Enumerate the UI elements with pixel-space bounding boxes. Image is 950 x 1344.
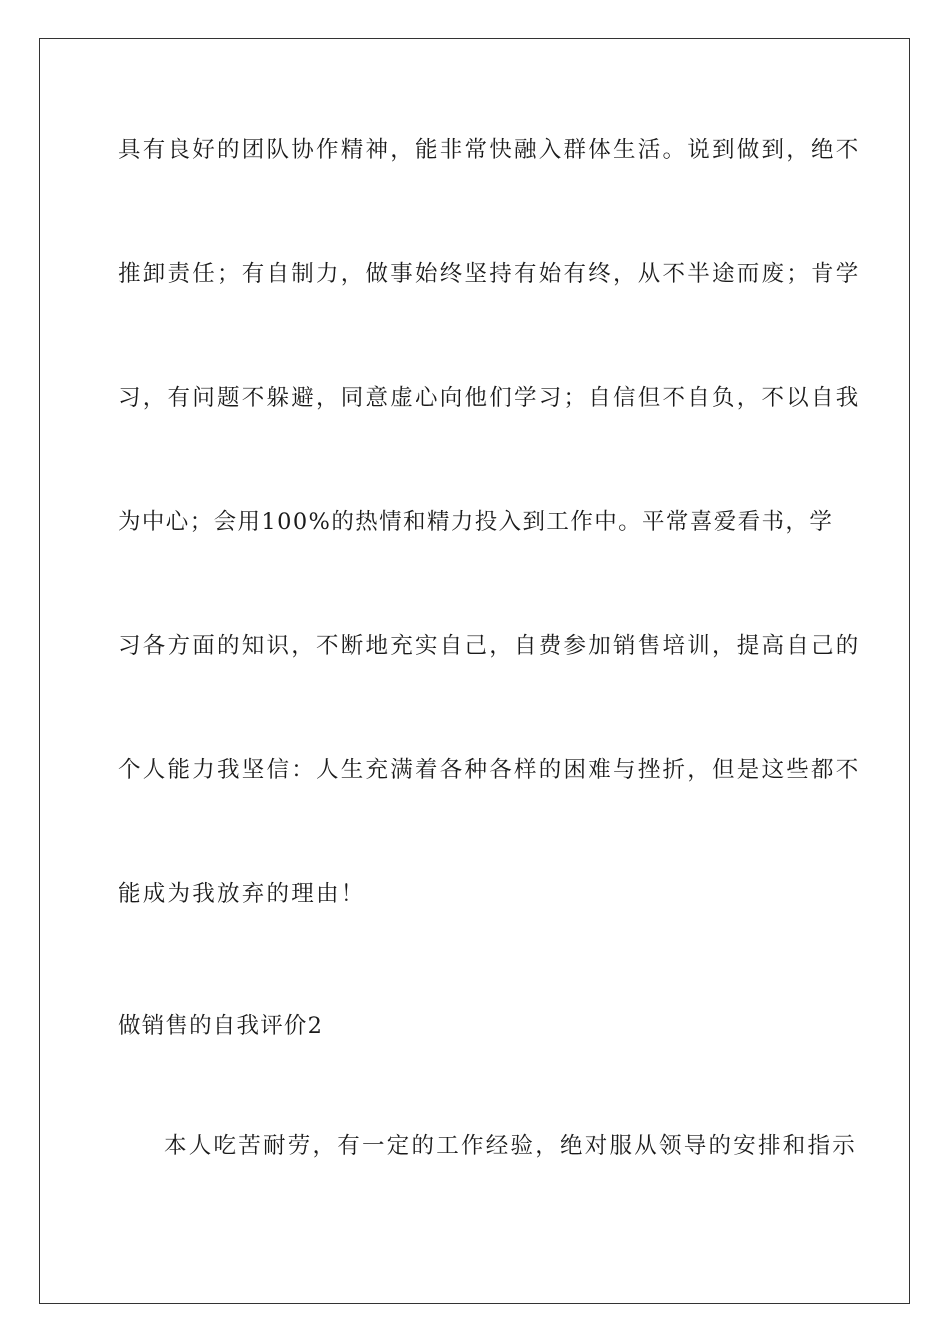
section-heading: 做销售的自我评价2 — [118, 1013, 324, 1039]
paragraph-line-indented: 本人吃苦耐劳，有一定的工作经验，绝对服从领导的安排和指示 — [164, 1133, 858, 1159]
paragraph-line: 能成为我放弃的理由！ — [118, 881, 366, 907]
page-border — [39, 38, 910, 1304]
paragraph-line: 习各方面的知识，不断地充实自己，自费参加销售培训，提高自己的 — [118, 633, 861, 659]
paragraph-line: 推卸责任；有自制力，做事始终坚持有始有终，从不半途而废；肯学 — [118, 261, 861, 287]
paragraph-line: 具有良好的团队协作精神，能非常快融入群体生活。说到做到，绝不 — [118, 137, 861, 163]
paragraph-line: 为中心；会用100%的热情和精力投入到工作中。平常喜爱看书，学 — [118, 509, 834, 535]
paragraph-line: 习，有问题不躲避，同意虚心向他们学习；自信但不自负，不以自我 — [118, 385, 861, 411]
paragraph-line: 个人能力我坚信：人生充满着各种各样的困难与挫折，但是这些都不 — [118, 757, 861, 783]
